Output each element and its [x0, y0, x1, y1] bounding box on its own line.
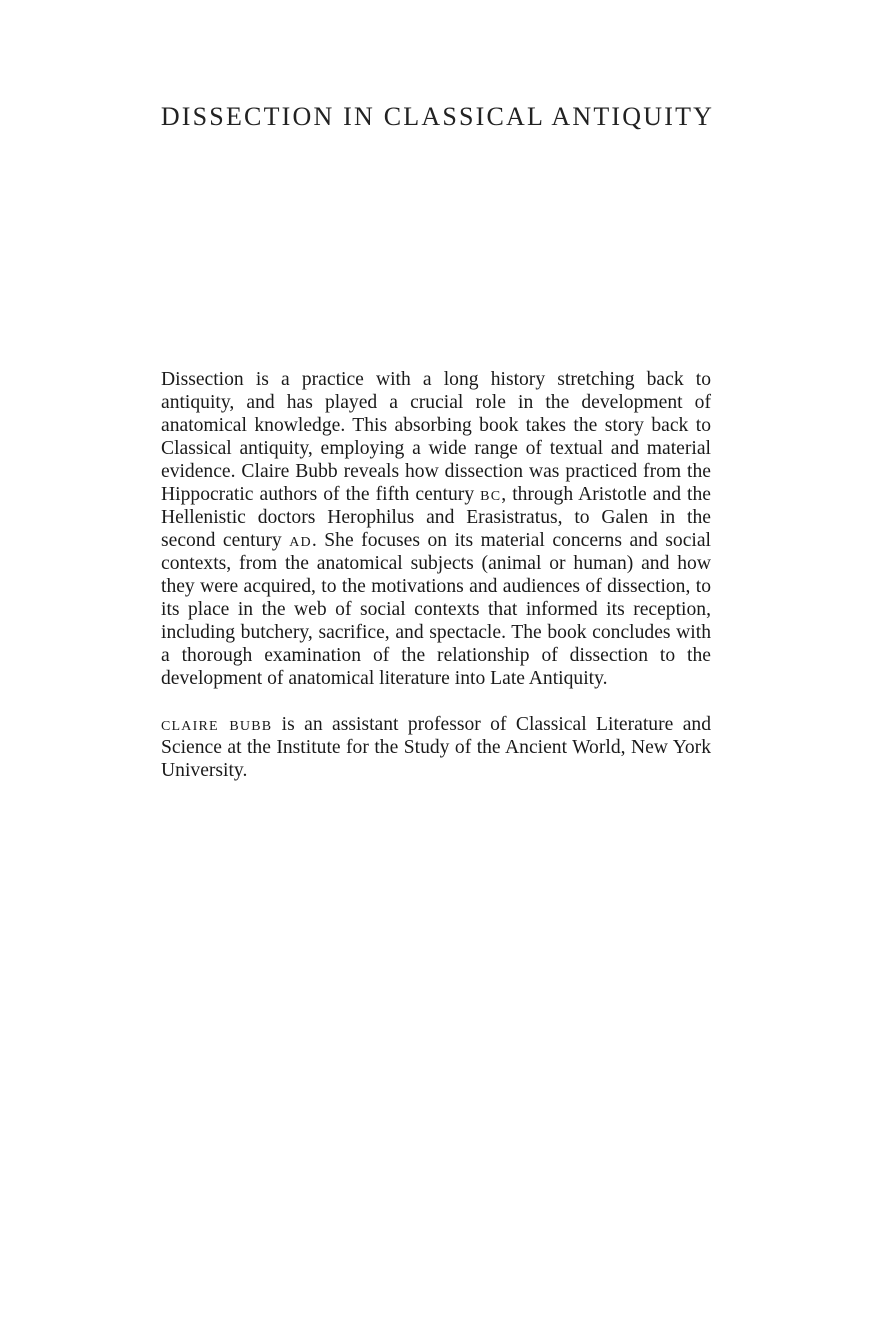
author-name: claire bubb: [161, 714, 273, 735]
book-title: DISSECTION IN CLASSICAL ANTIQUITY: [160, 102, 715, 131]
author-bio: [161, 713, 711, 782]
description-text-part-3: . She focuses on its material concerns and social contexts, from the anatomical subjects (animal or human) and how they were acquired, to the motivations and audiences of dissection, to its place in the web of social contexts that informed its reception, including butchery, sacrifice, and spectacle. The book concludes with a thorough examination of the relationship of dissection to the development of anatomical literature into Late Antiquity.: [161, 530, 711, 689]
era-bc: bc: [480, 484, 502, 505]
author-bio-text: is an assistant professor of Classical Literature and Science at the Institute for the Study of the Ancient World, New York University.: [161, 714, 711, 781]
book-description: [161, 368, 711, 690]
era-ad: ad: [289, 530, 312, 551]
description-text-part-2: , through Aristotle and the Hellenistic doctors Herophilus and Erasistratus, to Galen in the second century: [161, 484, 711, 551]
description-text-part-1: Dissection is a practice with a long history stretching back to antiquity, and has played a crucial role in the development of anatomical knowledge. This absorbing book takes the story back to Classical antiquity, employing a wide range of textual and material evidence. Claire Bubb reveals how dissection was practiced from the Hippocratic authors of the fifth century: [161, 369, 711, 505]
